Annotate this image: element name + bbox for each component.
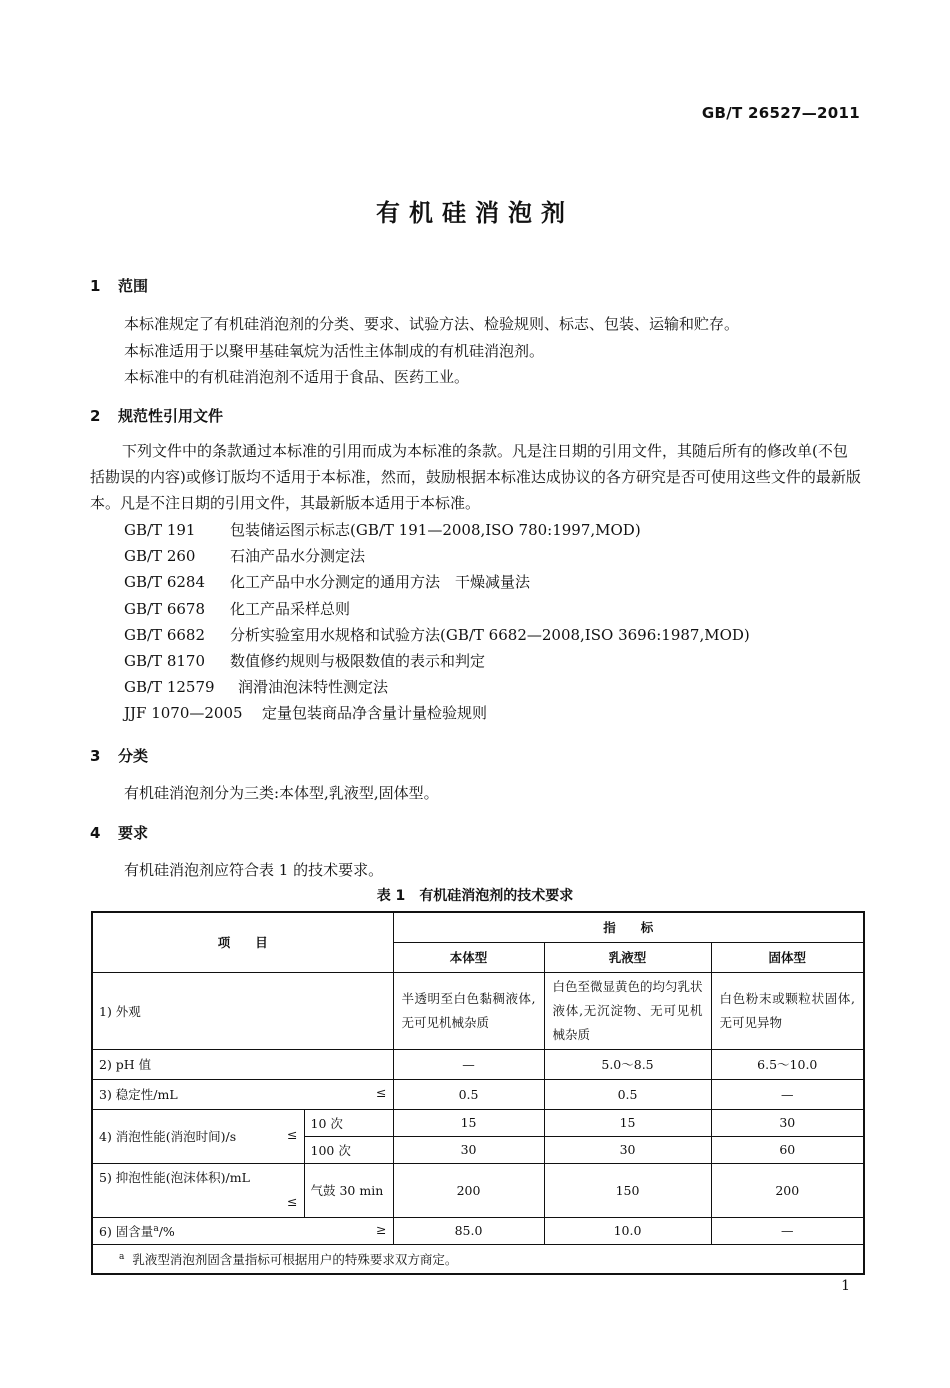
row-label-text: 6) 固含量 (99, 1223, 154, 1239)
table-row-solid (92, 1217, 864, 1244)
document-title: 有机硅消泡剂 (376, 199, 574, 227)
reference-code: GB/T 260 (124, 547, 196, 566)
header-type: 固体型 (711, 942, 864, 972)
reference-code: GB/T 8170 (124, 651, 206, 670)
table-cell: 白色粉末或颗粒状固体,无可见异物 (711, 972, 864, 1049)
section-number: 4 (90, 824, 101, 842)
table-cell: 5.0～8.5 (544, 1049, 711, 1079)
table-cell: 15 (544, 1109, 711, 1136)
operator-sign: ≤ (287, 1127, 298, 1142)
table-row-ph (92, 1049, 864, 1079)
table-cell: — (711, 1079, 864, 1109)
paragraph: 下列文件中的条款通过本标准的引用而成为本标准的条款。凡是注日期的引用文件，其随后所有的修改单(不包括勘误的内容)或修订版均不适用于本标准，然而，鼓励根据本标准达成协议的各方研究是否可使用这些文件的最新版本。凡是不注日期的引用文件，其最新版本适用于本标准。 (90, 442, 861, 512)
reference-item (124, 622, 750, 648)
table-number: 表 1 (376, 888, 406, 904)
operator-sign: ≤ (287, 1194, 298, 1209)
reference-item (124, 700, 750, 726)
reference-code: GB/T 6682 (124, 625, 206, 644)
reference-title: 润滑油泡沫特性测定法 (238, 678, 389, 697)
table-cell: 60 (711, 1136, 864, 1163)
table-caption (0, 885, 950, 905)
table-cell: 6.5～10.0 (711, 1049, 864, 1079)
table-cell: 0.5 (544, 1079, 711, 1109)
section-title: 范围 (118, 277, 149, 295)
reference-item (124, 543, 750, 569)
reference-title: 包装储运图示标志(GB/T 191—2008,ISO 780:1997,MOD) (230, 521, 641, 539)
reference-item (124, 569, 750, 595)
row-label: 1) 外观 (92, 972, 393, 1049)
table-cell: 200 (393, 1163, 544, 1217)
table-header-row (92, 912, 864, 942)
footnote-mark: a (153, 1223, 159, 1234)
table-footnote (92, 1244, 864, 1274)
row-label (92, 1079, 393, 1109)
normative-references-list (124, 517, 750, 727)
section-title: 规范性引用文件 (118, 407, 224, 425)
reference-code: GB/T 6284 (124, 573, 206, 592)
table-cell: 0.5 (393, 1079, 544, 1109)
table-cell: 白色至微显黄色的均匀乳状液体,无沉淀物、无可见机械杂质 (544, 972, 711, 1049)
reference-code: GB/T 12579 (124, 678, 215, 697)
table-cell: — (711, 1217, 864, 1244)
paragraph: 本标准适用于以聚甲基硅氧烷为活性主体制成的有机硅消泡剂。 (124, 342, 545, 360)
table-cell: 85.0 (393, 1217, 544, 1244)
operator-sign: ≥ (376, 1221, 387, 1237)
table-cell: — (393, 1049, 544, 1079)
section-title: 要求 (118, 824, 149, 842)
reference-code: GB/T 6678 (124, 599, 206, 618)
table-cell: 150 (544, 1163, 711, 1217)
reference-title: 石油产品水分测定法 (230, 547, 366, 566)
table-cell: 30 (711, 1109, 864, 1136)
footnote-mark: a (119, 1251, 125, 1262)
table-title: 有机硅消泡剂的技术要求 (419, 888, 574, 904)
reference-item (124, 596, 750, 622)
section-1-heading (90, 275, 148, 296)
condition-cell: 10 次 (304, 1109, 393, 1136)
reference-title: 定量包装商品净含量计量检验规则 (262, 704, 488, 723)
section-number: 2 (90, 407, 101, 425)
row-label (92, 1217, 393, 1244)
table-row-stability (92, 1079, 864, 1109)
paragraph: 有机硅消泡剂应符合表 1 的技术要求。 (124, 861, 384, 879)
section-4-heading (90, 822, 148, 843)
reference-code: GB/T 191 (124, 521, 196, 539)
table-cell: 15 (393, 1109, 544, 1136)
table-footnote-row (92, 1244, 864, 1274)
reference-item (124, 517, 750, 543)
row-label: 2) pH 值 (92, 1049, 393, 1079)
paragraph: 本标准中的有机硅消泡剂不适用于食品、医药工业。 (124, 368, 470, 386)
spec-table (91, 911, 865, 1275)
row-label-text: 3) 稳定性/mL (99, 1087, 178, 1102)
condition-cell: 气鼓 30 min (304, 1163, 393, 1217)
header-index: 指 标 (393, 912, 864, 942)
reference-title: 分析实验室用水规格和试验方法(GB/T 6682—2008,ISO 3696:1987,MOD) (230, 625, 750, 644)
table-row-suppress (92, 1163, 864, 1217)
header-type: 本体型 (393, 942, 544, 972)
paragraph: 本标准规定了有机硅消泡剂的分类、要求、试验方法、检验规则、标志、包装、运输和贮存。 (124, 315, 740, 333)
table-row-defoam-10 (92, 1109, 864, 1136)
table-cell: 10.0 (544, 1217, 711, 1244)
operator-sign: ≤ (376, 1085, 387, 1100)
row-label (92, 1109, 304, 1163)
reference-code: JJF 1070—2005 (124, 704, 243, 723)
reference-title: 数值修约规则与极限数值的表示和判定 (230, 651, 486, 670)
section-2-heading (90, 405, 223, 426)
reference-title: 化工产品中水分测定的通用方法 干燥减量法 (230, 573, 531, 592)
table-cell: 30 (393, 1136, 544, 1163)
row-label (92, 1163, 304, 1217)
section-number: 1 (90, 277, 101, 295)
reference-item (124, 674, 750, 700)
paragraph: 有机硅消泡剂分为三类:本体型,乳液型,固体型。 (124, 784, 439, 802)
section-3-heading (90, 745, 148, 766)
row-label-text: 5) 抑泡性能(泡沫体积)/mL (99, 1170, 250, 1185)
condition-cell: 100 次 (304, 1136, 393, 1163)
table-cell: 200 (711, 1163, 864, 1217)
header-type: 乳液型 (544, 942, 711, 972)
table-cell: 半透明至白色黏稠液体,无可见机械杂质 (393, 972, 544, 1049)
reference-item (124, 648, 750, 674)
section-title: 分类 (118, 747, 149, 765)
unit-text: /% (158, 1223, 175, 1239)
table-row-appearance (92, 972, 864, 1049)
row-label-text: 4) 消泡性能(消泡时间)/s (99, 1129, 237, 1144)
section-number: 3 (90, 747, 101, 765)
header-item: 项 目 (92, 912, 393, 972)
footnote-text: 乳液型消泡剂固含量指标可根据用户的特殊要求双方商定。 (132, 1251, 458, 1267)
standard-code: GB/T 26527—2011 (701, 104, 860, 122)
page-number: 1 (841, 1278, 850, 1294)
table-cell: 30 (544, 1136, 711, 1163)
reference-title: 化工产品采样总则 (230, 599, 351, 618)
